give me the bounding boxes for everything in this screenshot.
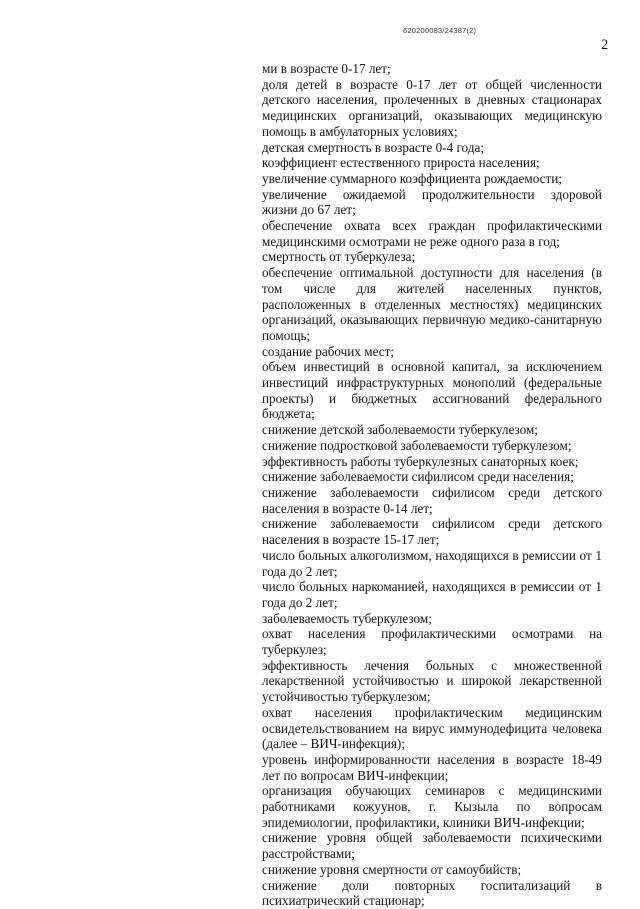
list-item: увеличение ожидаемой продолжительности здоровой жизни до 67 лет;: [262, 186, 602, 218]
list-item: эффективность лечения больных с множественной лекарственной устойчивостью и широкой лекарственной устойчивостью туберкулезом;: [262, 657, 602, 705]
document-id: 620200083/24387(2): [403, 26, 477, 35]
list-item: снижение детской заболеваемости туберкулезом;: [262, 422, 538, 438]
list-item: охват населения профилактическими осмотрами на туберкулез;: [262, 626, 602, 658]
list-item: коэффициент естественного прироста населения;: [262, 155, 540, 171]
list-item: снижение заболеваемости сифилисом среди детского населения в возрасте 15-17 лет;: [262, 516, 602, 548]
list-item: увеличение суммарного коэффициента рождаемости;: [262, 170, 562, 186]
list-item: снижение подростковой заболеваемости туберкулезом;: [262, 437, 572, 453]
list-item: ми в возрасте 0-17 лет;: [262, 61, 391, 76]
list-item: число больных алкоголизмом, находящихся в ремиссии от 1 года до 2 лет;: [262, 547, 602, 579]
list-item: обеспечение оптимальной доступности для населения (в том числе для жителей населенных пунктов, расположенных в отделенных местностях) медицинских организаций, оказывающих первичную медико-санитарную помощь;: [262, 265, 602, 343]
list-item: снижение доли повторных госпитализаций в психиатрический стационар;: [262, 877, 602, 909]
list-item: снижение заболеваемости сифилисом среди детского населения в возрасте 0-14 лет;: [262, 484, 602, 516]
page-number: 2: [601, 37, 609, 53]
list-item: эффективность работы туберкулезных санаторных коек;: [262, 453, 579, 469]
list-item: снижение заболеваемости сифилисом среди населения;: [262, 469, 574, 485]
list-item: снижение уровня смертности от самоубийств;: [262, 861, 522, 877]
list-item: детская смертность в возрасте 0-4 года;: [262, 139, 484, 155]
list-item: охват населения профилактическим медицинским освидетельствованием на вирус иммунодефицита человека (далее – ВИЧ-инфекция);: [262, 704, 602, 752]
list-item: организация обучающих семинаров с медицинскими работниками кожуунов, г. Кызыла по вопросам эпидемиологии, профилактики, клиники ВИЧ-инфекции;: [262, 783, 602, 830]
list-item: смертность от туберкулеза;: [262, 249, 416, 265]
list-item: снижение уровня общей заболеваемости психическими расстройствами;: [262, 830, 602, 862]
list-item: число больных наркоманией, находящихся в ремиссии от 1 года до 2 лет;: [262, 579, 602, 610]
list-item: объем инвестиций в основной капитал, за исключением инвестиций инфраструктурных монополий (федеральные проекты) и бюджетных ассигнований федерального бюджета;: [262, 359, 602, 422]
list-item: обеспечение охвата всех граждан профилактическими медицинскими осмотрами не реже одного раза в год;: [262, 218, 602, 249]
body-text: [262, 61, 602, 909]
list-item: заболеваемость туберкулезом;: [262, 610, 432, 626]
list-item: уровень информированности населения в возрасте 18-49 лет по вопросам ВИЧ-инфекции;: [262, 751, 602, 783]
list-item: создание рабочих мест;: [262, 343, 395, 359]
list-item: доля детей в возрасте 0-17 лет от общей численности детского населения, пролеченных в дневных стационарах медицинских организаций, оказывающих медицинскую помощь в амбулаторных условиях;: [262, 76, 602, 139]
